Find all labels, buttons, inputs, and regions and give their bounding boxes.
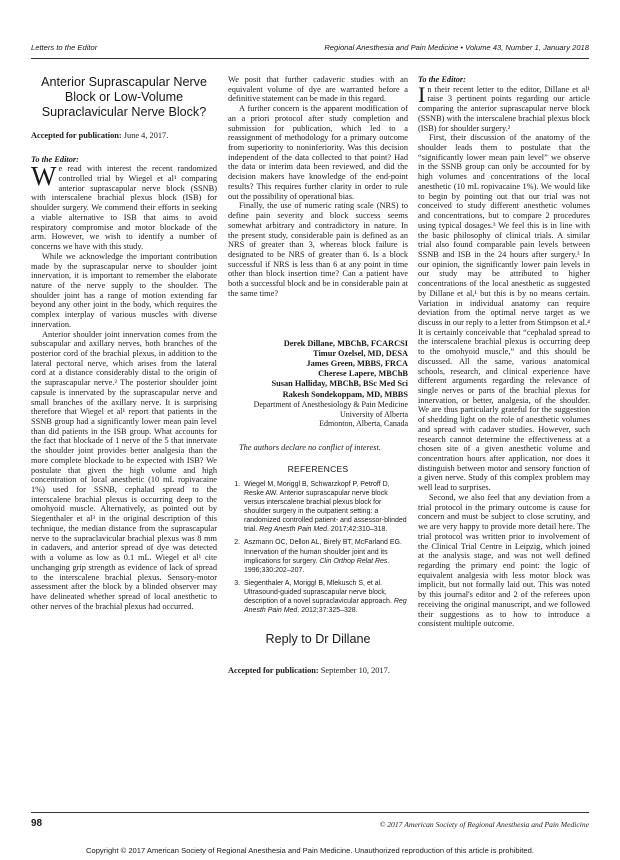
page-number: 98 bbox=[31, 818, 43, 829]
references-heading: REFERENCES bbox=[287, 463, 349, 474]
author-name: James Green, MBBS, FRCA bbox=[306, 358, 408, 368]
letter-title: Anterior Suprascapular Nerve Block or Low-Volume Supraclavicular Nerve Block? bbox=[41, 75, 207, 120]
running-head bbox=[31, 43, 589, 57]
running-head-journal: Regional Anesthesia and Pain Medicine • Volume 43, Number 1, January 2018 bbox=[324, 43, 589, 52]
letter-paragraph-3: Anterior shoulder joint innervation comes from the subscapular and axillary nerves, both branches of the posterior cord of the brachial plexus, in addition to the lateral pectoral nerve, which arises from the lateral cord at a distance considerably distal to the origin of the suprascapular nerve.² The posterior shoulder joint capsule is innervated by the suprascapular nerve and small branches of the axillary nerve. It is surprising therefore that Wiegel et al¹ report that patients in the SSNB group had a significantly lower mean pain level than did patients in the ISB group. What accounts for the fact that blockade of 1 nerve of the 5 that innervate the shoulder joint provides better analgesia than the more complete blockade to be expected with ISB? We postulate that given the high volume and high concentration of local anesthetic (10 mL ropivacaine 1%) used for SSNB, cephalad spread to the interscalene brachial plexus is occurring deep to the omohyoid muscle. Alternatively, as pointed out by Siegenthaler et al³ in the original description of this technique, the median distance from the suprascapular nerve to the supraclavicular brachial plexus was 8 mm in cadavers, and anterior spread of dye was detected with a volume as low as 0.1 mL. Wiegel et al¹ cite unchanging grip strength as evidence of lack of spread to the interscalene brachial plexus. Sensory-motor assessment after the block by a blinded observer may have delineated whether spread of local anesthetic to other nerves of the brachial plexus had occurred. bbox=[31, 329, 217, 611]
reply-drop-cap: I bbox=[418, 81, 426, 107]
author-name: Derek Dillane, MBChB, FCARCSI bbox=[283, 338, 408, 348]
affiliation-line: University of Alberta bbox=[340, 409, 408, 419]
letter-paragraph-5: A further concern is the apparent modification of an a priori protocol after study completion and submission for publication, which led to a reassignment of methodology for a primary outcome from superiority to noninferiority. Was this decision independent of the data collected to that point? Had the data or interim data been reviewed, and did the decision makers have knowledge of the end-point results? This requires further clarity in order to rule out the possibility of operational bias. bbox=[228, 104, 408, 201]
reply-paragraph-1 bbox=[418, 81, 590, 134]
column-2 bbox=[228, 75, 408, 675]
reply-paragraph-2: First, their discussion of the anatomy of the shoulder leads them to postulate that the “significantly lower mean pain level” we observe in the SSNB group can only be accounted for by high volumes and concentrations of the local anesthetic (10 mL ropivacaine 1%). We would like to begin by pointing out that our trial was not conceived to study different anesthetic volumes and concentrations, but to compare 2 procedures using typical dosages.³ We feel this is in line with the basic philosophy of clinical trials. A similar trial also found comparable pain levels between SSNB and ISB in the 24 hours after surgery.³ In our opinion, the significantly lower pain levels in our study may be attributed to higher concentrations of the local anesthetic as suggested by Dillane et al,¹ but this is by no means certain. Variation in individual anatomy can require deviation from the optimal nerve target as we discuss in our reply to a letter from Stimpson et al.⁴ It is certainly conceivable that “cephalad spread to the interscalene brachial plexus is occurring deep to the omohyoid muscle,” and this should be discussed. All the same, various anatomical schools, research, and clinical experience have different arguments regarding the relevance of single nerves or parts of the brachial plexus for innervation, or better, analgesia, of the shoulder. We are thus particularly grateful for the suggestion of shedding light on the role of anesthetic volumes and spread with cadaver studies. However, such research cannot determine the effectiveness at a chosen site of a given anesthetic volume and concentration hours after application, nor does it distinguish between motor and sensory function of a given nerve. Study of this complex problem may well lead to surprises. bbox=[418, 133, 590, 493]
reply-salutation: To the Editor: bbox=[418, 75, 466, 84]
footer-rule bbox=[31, 812, 589, 813]
running-head-section: Letters to the Editor bbox=[31, 43, 98, 52]
affiliation bbox=[228, 400, 408, 429]
author-name: Rakesh Sondekoppam, MD, MBBS bbox=[282, 389, 408, 399]
affiliation-line: Edmonton, Alberta, Canada bbox=[319, 419, 408, 429]
reply-accepted-label: Accepted for publication: bbox=[228, 666, 319, 676]
letter-paragraph-1 bbox=[31, 161, 217, 252]
letter-paragraph-4: We posit that further cadaveric studies with an equivalent volume of dye are warranted before a definitive statement can be made in this regard. bbox=[228, 75, 408, 104]
letter-paragraph-2: While we acknowledge the important contribution made by the suprascapular nerve to shoulder joint innervation, it is important to remember the elaborate nature of the nerve supply to the shoulder. The shoulder joint has a range of motion extending far beyond any other joint in the body, which requires the complex interplay of various muscles with diverse innervation. bbox=[31, 251, 217, 329]
reference-item: 1. Wiegel M, Moriggl B, Schwarzkopf P, Petroff D, Reske AW. Anterior suprascapular nerve block versus interscalene brachial plexus block for shoulder surgery in the outpatient setting: a randomized controlled patient- and assessor-blinded trial. Reg Anesth Pain Med. 2017;42:310–318. bbox=[242, 480, 408, 535]
reference-item: 3. Siegenthaler A, Moriggl B, Mlekusch S, et al. Ultrasound-guided suprascapular nerve block, description of a novel supraclavicular approach. Reg Anesth Pain Med. 2012;37:325–328. bbox=[242, 579, 408, 615]
reply-accepted-date: September 10, 2017. bbox=[320, 666, 390, 676]
reply-title: Reply to Dr Dillane bbox=[265, 632, 371, 647]
references-list bbox=[228, 480, 408, 615]
accepted-date: June 4, 2017. bbox=[123, 130, 169, 140]
copyright-notice: Copyright © 2017 American Society of Regional Anesthesia and Pain Medicine. Unauthorized reproduction of this article is prohibited. bbox=[86, 846, 534, 855]
letter-paragraph-6: Finally, the use of numeric rating scale (NRS) to define pain severity and block success seems somewhat arbitrary and contradictory in nature. In the present study, considerable pain is defined as an NRS of greater than 3, whereas block failure is designated to be NRS of greater than 6. Is a block successful if NRS is less than 6 at any point in time other than block insertion time? Can a patient have both a successful block and be in considerable pain at the same time? bbox=[228, 201, 408, 298]
column-1 bbox=[31, 75, 217, 611]
header-rule bbox=[31, 58, 589, 59]
reference-item: 2. Aszmann OC, Dellon AL, Birely BT, McFarland EG. Innervation of the human shoulder joint and its implications for surgery. Clin Orthop Relat Res. 1996;330:202–207. bbox=[242, 538, 408, 574]
letter-paragraph-1-text: e read with interest the recent randomized controlled trial by Wiegel et al¹ comparing anterior suprascapular nerve block (SSNB) with interscalene brachial plexus block (ISB) for shoulder surgery. We commend their efforts in seeking a viable alternative to ISB that aims to avoid respiratory compromise and motor blockade of the arm. However, we wish to identify a number of concerns we have with this study. bbox=[31, 164, 217, 252]
author-name: Cherese Lapere, MBChB bbox=[318, 369, 408, 379]
drop-cap: W bbox=[31, 161, 57, 192]
column-3 bbox=[418, 75, 590, 629]
reply-paragraph-1-text: n their recent letter to the editor, Dillane et al¹ raise 3 pertinent points regarding our article comparing the anterior suprascapular nerve block (SSNB) with the interscalene brachial plexus block (ISB) for shoulder surgery.² bbox=[418, 84, 590, 133]
reply-paragraph-3: Second, we also feel that any deviation from a trial protocol in the primary outcome is cause for concern and must be subject to close scrutiny, and we are very happy to provide more detail here. The trial protocol was written prior to involvement of the Clinical Trial Centre in Leipzig, which joined at the analysis stage, and was not well defined regarding the primary end point: the logic of equivalent analgesia with less motor block was implicit, but not formally laid out. This was noted by this journal's editor and 2 of the referees upon receiving the original manuscript, and we followed their suggestions as to how to introduce a consistent multiple outcome. bbox=[418, 492, 590, 629]
conflict-statement: The authors declare no conflict of interest. bbox=[239, 443, 381, 453]
reply-accepted-line bbox=[228, 666, 408, 675]
author-list bbox=[228, 339, 408, 400]
footer-copyright: © 2017 American Society of Regional Anesthesia and Pain Medicine bbox=[379, 820, 589, 829]
author-name: Timur Ozelsel, MD, DESA bbox=[313, 348, 408, 358]
accepted-label: Accepted for publication: bbox=[31, 130, 122, 140]
accepted-line bbox=[31, 131, 217, 140]
author-name: Susan Halliday, MBChB, BSc Med Sci bbox=[271, 379, 408, 389]
affiliation-line: Department of Anesthesiology & Pain Medicine bbox=[253, 399, 408, 409]
salutation: To the Editor: bbox=[31, 154, 79, 164]
